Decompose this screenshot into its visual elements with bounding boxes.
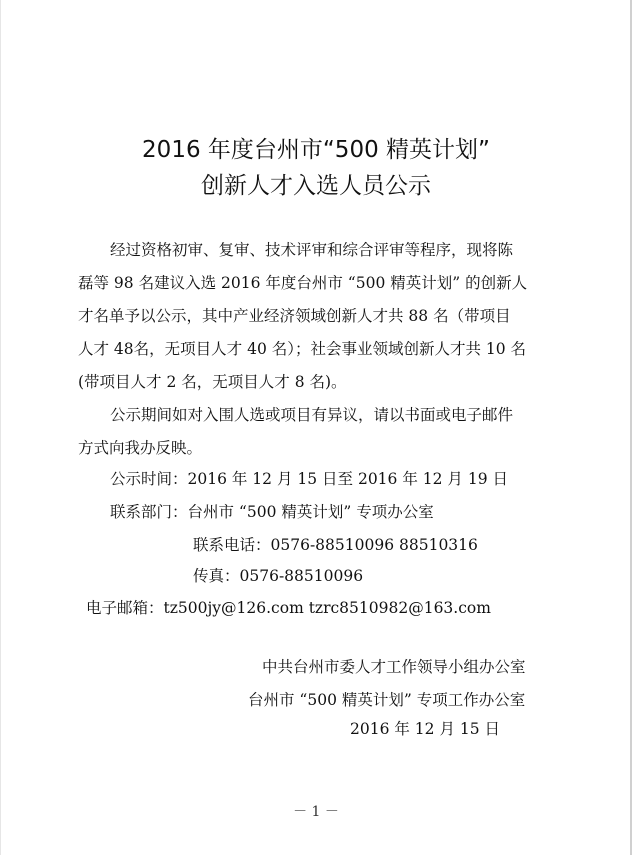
document-subtitle: 创新人才入选人员公示 <box>201 173 431 199</box>
body-paragraph-line: 才名单予以公示，其中产业经济领域创新人才共 88 名（带项目 <box>78 307 511 325</box>
issuing-organization: 台州市 “500 精英计划” 专项工作办公室 <box>248 691 526 709</box>
contact-email: 电子邮箱：tz500jy@126.com tzrc8510982@163.com <box>86 599 491 617</box>
contact-department: 联系部门：台州市 “500 精英计划” 专项办公室 <box>110 503 434 521</box>
page-edge <box>0 0 1 855</box>
body-paragraph-line: 经过资格初审、复审、技术评审和综合评审等程序，现将陈 <box>110 241 514 259</box>
body-paragraph-line: (带项目人才 2 名，无项目人才 8 名)。 <box>78 373 347 391</box>
body-paragraph-line: 方式向我办反映。 <box>78 439 203 457</box>
publicity-period: 公示时间：2016 年 12 月 15 日至 2016 年 12 月 19 日 <box>110 470 508 488</box>
contact-phone: 联系电话：0576-88510096 88510316 <box>193 536 478 554</box>
contact-fax: 传真：0576-88510096 <box>193 567 364 585</box>
document-title: 2016 年度台州市“500 精英计划” <box>142 137 490 163</box>
issuing-organization: 中共台州市委人才工作领导小组办公室 <box>262 658 526 676</box>
body-paragraph-line: 磊等 98 名建议入选 2016 年度台州市 “500 精英计划” 的创新人 <box>78 274 528 292</box>
issue-date: 2016 年 12 月 15 日 <box>350 720 501 738</box>
body-paragraph-line: 公示期间如对入围人选或项目有异议，请以书面或电子邮件 <box>110 406 514 424</box>
page-number: － 1 － <box>293 804 339 820</box>
body-paragraph-line: 人才 48名，无项目人才 40 名）；社会事业领域创新人才共 10 名 <box>78 340 527 358</box>
